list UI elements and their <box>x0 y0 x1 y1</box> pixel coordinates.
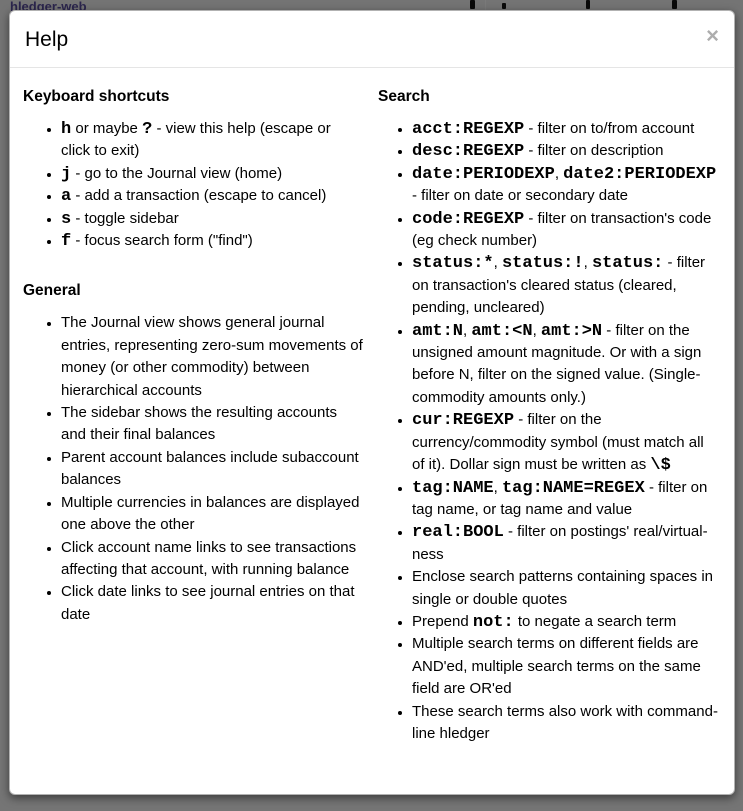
list-item: • h or maybe ? - view this help (escape or click to exit) <box>61 118 364 163</box>
code-term: amt:<N <box>471 321 533 341</box>
list-item: • Prepend not: to negate a search term <box>412 611 718 633</box>
code-term: a <box>61 187 72 207</box>
modal-header <box>10 11 734 68</box>
list-item: • cur:REGEXP - filter on the currency/commodity symbol (must match all of it). Dollar sign must be written as \$ <box>412 409 718 476</box>
list-item: • status:*, status:!, status: - filter on transaction's cleared status (cleared, pending, uncleared) <box>412 252 718 319</box>
code-term: amt:>N <box>540 321 603 341</box>
general-title: General <box>23 282 81 300</box>
list-item: • The sidebar shows the resulting accounts and their final balances <box>61 402 364 447</box>
list-item: • Parent account balances include subaccount balances <box>61 447 364 492</box>
code-term: date:PERIODEXP <box>412 164 555 184</box>
modal-title: Help <box>25 28 69 51</box>
code-term: status:! <box>501 254 584 274</box>
list-item: • a - add a transaction (escape to cancel) <box>61 185 364 207</box>
search-title: Search <box>378 88 430 105</box>
code-term: j <box>61 164 72 184</box>
code-term: \$ <box>650 456 671 476</box>
code-term: s <box>61 209 72 229</box>
code-term: tag:NAME=REGEX <box>501 478 645 498</box>
code-term: real:BOOL <box>412 523 504 543</box>
code-term: date2:PERIODEXP <box>563 164 717 184</box>
list-item: • s - toggle sidebar <box>61 208 364 230</box>
list-item: • Click account name links to see transactions affecting that account, with running balance <box>61 537 364 582</box>
list-item: • amt:N, amt:<N, amt:>N - filter on the unsigned amount magnitude. Or with a sign before N, filter on the signed value. (Single-commodity amounts only.) <box>412 320 718 410</box>
section-general <box>23 282 364 626</box>
list-item: • These search terms also work with command-line hledger <box>412 701 718 746</box>
list-item: • j - go to the Journal view (home) <box>61 163 364 185</box>
code-term: status: <box>591 254 664 274</box>
help-modal <box>9 10 735 795</box>
keyboard-shortcuts-list <box>23 118 364 252</box>
code-term: acct:REGEXP <box>412 120 525 139</box>
code-term: f <box>61 232 72 252</box>
section-keyboard-shortcuts <box>23 88 364 252</box>
keyboard-shortcuts-title: Keyboard shortcuts <box>23 88 170 105</box>
list-item: • code:REGEXP - filter on transaction's code (eg check number) <box>412 208 718 253</box>
code-term: h <box>61 120 72 139</box>
code-term: cur:REGEXP <box>412 411 515 431</box>
list-item: • acct:REGEXP - filter on to/from account <box>412 118 718 140</box>
close-button[interactable]: × <box>706 23 719 48</box>
right-column <box>378 82 726 745</box>
list-item: • f - focus search form ("find") <box>61 230 364 252</box>
list-item: • Multiple currencies in balances are displayed one above the other <box>61 492 364 537</box>
list-item: • The Journal view shows general journal entries, representing zero-sum movements of money (or other commodity) between hierarchical accounts <box>61 312 364 402</box>
list-item: • desc:REGEXP - filter on description <box>412 140 718 162</box>
modal-body <box>10 68 734 759</box>
list-item: • date:PERIODEXP, date2:PERIODEXP - filter on date or secondary date <box>412 163 718 208</box>
code-term: ? <box>142 120 153 139</box>
code-term: tag:NAME <box>412 478 494 498</box>
general-list <box>23 312 364 626</box>
code-term: status:* <box>412 254 494 274</box>
left-column <box>23 82 378 745</box>
code-term: code:REGEXP <box>412 209 525 229</box>
code-term: desc:REGEXP <box>412 142 525 162</box>
section-search <box>378 88 718 745</box>
code-term: amt:N <box>412 321 464 341</box>
list-item: • Multiple search terms on different fields are AND'ed, multiple search terms on the same field are OR'ed <box>412 633 718 700</box>
search-list <box>378 118 718 745</box>
list-item: • Click date links to see journal entries on that date <box>61 581 364 626</box>
list-item: • real:BOOL - filter on postings' real/virtual-ness <box>412 521 718 566</box>
list-item: • Enclose search patterns containing spaces in single or double quotes <box>412 566 718 611</box>
code-term: not: <box>472 612 514 632</box>
list-item: • tag:NAME, tag:NAME=REGEX - filter on tag name, or tag name and value <box>412 477 718 522</box>
